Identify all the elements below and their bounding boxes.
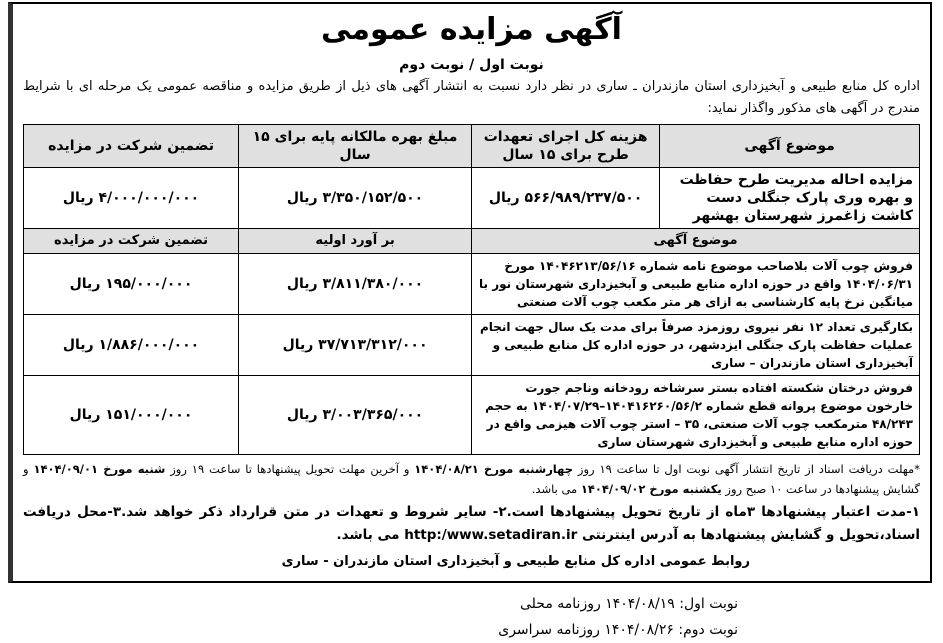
header-guarantee: تضمین شرکت در مزایده xyxy=(24,125,239,168)
table-row xyxy=(24,168,920,229)
subject-cell: فروش چوب آلات بلاصاحب موضوع نامه شماره ۱۴۰۴۶۲۱۳/۵۶/۱۶ مورخ ۱۴۰۴/۰۶/۳۱ واقع در حوزه اداره منابع طبیعی و آبخیزداری شهرستان نور با میانگین نرخ پایه کارشناسی به ازای هر متر مکعب چوب آلات صنعتی xyxy=(472,254,920,315)
header-guarantee-2: تضمین شرکت در مزایده xyxy=(24,229,239,254)
guarantee-cell: ۱۵۱/۰۰۰/۰۰۰ ریال xyxy=(24,376,239,455)
guarantee-cell: ۱/۸۸۶/۰۰۰/۰۰۰ ریال xyxy=(24,315,239,376)
subject-cell: بکارگیری تعداد ۱۲ نفر نیروی روزمزد صرفاً برای مدت یک سال جهت انجام عملیات حفاظت پارک جنگلی ایزدشهر، در حوزه اداره کل منابع طبیعی و آبخیزداری استان مازندران – ساری xyxy=(472,315,920,376)
header-subject: موضوع آگهی xyxy=(660,125,920,168)
base-royalty-cell: ۳/۳۵۰/۱۵۲/۵۰۰ ریال xyxy=(239,168,472,229)
conditions-end: می باشد. xyxy=(336,527,400,543)
guarantee-cell: ۴/۰۰۰/۰۰۰/۰۰۰ ریال xyxy=(24,168,239,229)
notice-frame xyxy=(8,2,932,583)
table-row xyxy=(24,254,920,315)
setadiran-link[interactable]: http:/www.setadiran.ir xyxy=(404,527,578,543)
estimate-cell: ۳۷/۷۱۳/۳۱۲/۰۰۰ ریال xyxy=(239,315,472,376)
table-row xyxy=(24,315,920,376)
submission-deadline: شنبه مورخ ۱۴۰۴/۰۹/۰۱ xyxy=(33,462,166,476)
intro-paragraph: اداره کل منابع طبیعی و آبخیزداری استان مازندران ـ ساری در نظر دارد نسبت به انتشار آگهی های ذیل از طریق مزایده و مناقصه عمومی یک مرحله ای با شرایط مندرج در آگهی های مذکور واگذار نماید: xyxy=(23,79,920,116)
conditions xyxy=(23,501,920,547)
publication-first: نوبت اول: ۱۴۰۴/۰۸/۱۹ روزنامه محلی xyxy=(519,596,738,612)
estimate-cell: ۳/۸۱۱/۳۸۰/۰۰۰ ریال xyxy=(239,254,472,315)
note-text: و گشایش پیشنهادها در ساعت ۱۰ صبح روز xyxy=(23,462,920,496)
auction-table xyxy=(23,124,920,455)
publication-second: نوبت دوم: ۱۴۰۴/۰۸/۲۶ روزنامه سراسری xyxy=(498,622,738,638)
notice-subtitle: نوبت اول / نوبت دوم xyxy=(399,57,544,73)
estimate-cell: ۳/۰۰۳/۳۶۵/۰۰۰ ریال xyxy=(239,376,472,455)
notice-title: آگهی مزایده عمومی xyxy=(321,12,622,47)
subject-cell: فروش درختان شکسته افتاده بستر سرشاخه رودخانه وناجم جورت خارخون موضوع پروانه قطع شماره ۱۴۰۴۱۶۲۶۰/۵۶/۲–۱۴۰۴/۰۷/۲۹ به حجم ۴۸/۲۴۳ مترمکعب چوب آلات صنعتی، ۳۵ – استر چوب آلات هیزمی واقع در حوزه اداره منابع طبیعی و آبخیزداری شهرستان ساری xyxy=(472,376,920,455)
header-base-royalty: مبلغ بهره مالکانه پایه برای ۱۵ سال xyxy=(239,125,472,168)
publications xyxy=(0,591,738,643)
subject-cell: مزایده احاله مدیریت طرح حفاظت و بهره وری پارک جنگلی دست کاشت زاغمرز شهرستان بهشهر xyxy=(660,168,920,229)
header-total-cost: هزینه کل اجرای تعهدات طرح برای ۱۵ سال xyxy=(472,125,660,168)
note-text: و آخرین مهلت تحویل پیشنهادها تا ساعت ۱۹ روز xyxy=(165,462,415,476)
opening-date: یکشنبه مورخ ۱۴۰۴/۰۹/۰۲ xyxy=(580,482,722,496)
public-relations: روابط عمومی اداره کل منابع طبیعی و آبخیزداری استان مازندران - ساری xyxy=(281,554,750,569)
doc-deadline: چهارشنبه مورخ ۱۴۰۴/۰۸/۲۱ xyxy=(414,462,574,476)
total-cost-cell: ۵۶۶/۹۸۹/۲۳۷/۵۰۰ ریال xyxy=(472,168,660,229)
note-text: *مهلت دریافت اسناد از تاریخ انتشار آگهی نوبت اول تا ساعت ۱۹ روز xyxy=(573,462,920,476)
table-row xyxy=(24,376,920,455)
header-estimate: بر آورد اولیه xyxy=(239,229,472,254)
note-text: می باشد. xyxy=(531,482,581,496)
deadline-notes xyxy=(23,459,920,499)
conditions-text: ۱-مدت اعتبار پیشنهادها ۳ماه از تاریخ تحویل پیشنهادها است.۲- سایر شروط و تعهدات در متن قرارداد ذکر خواهد شد.۳-محل دریافت اسناد،تحویل و گشایش پیشنهادها به آدرس اینترنتی xyxy=(23,504,920,543)
guarantee-cell: ۱۹۵/۰۰۰/۰۰۰ ریال xyxy=(24,254,239,315)
header-subject-2: موضوع آگهی xyxy=(472,229,920,254)
